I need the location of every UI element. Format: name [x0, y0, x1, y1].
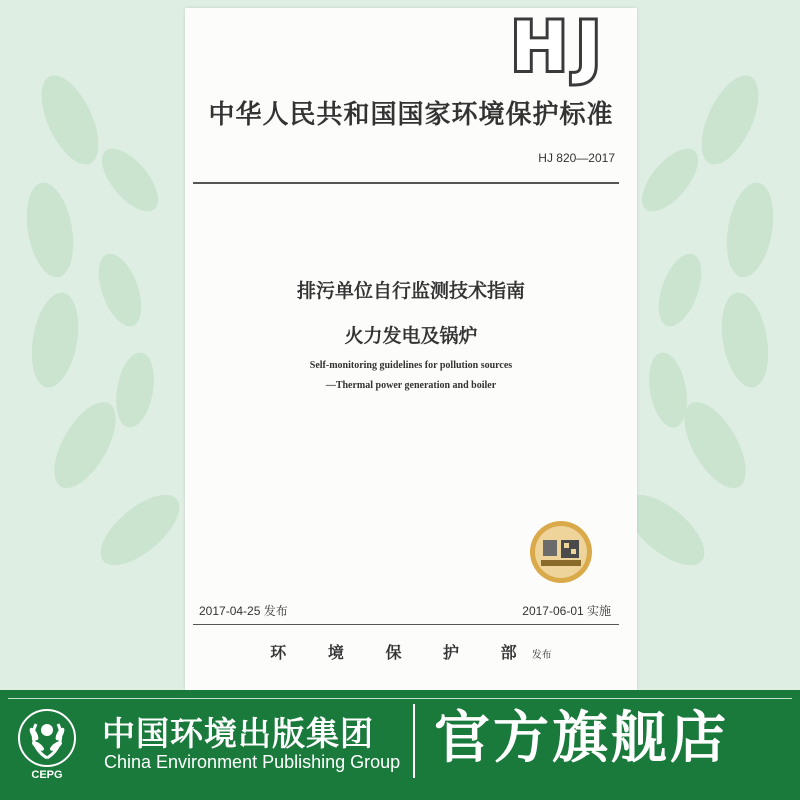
header-divider	[193, 182, 619, 184]
issuer	[185, 640, 637, 663]
implement-date: 2017-06-01 实施	[522, 604, 611, 618]
footer-divider	[193, 624, 619, 625]
book-cover	[185, 8, 637, 690]
issuer-name: 环 境 保 护 部	[270, 643, 535, 662]
cepg-logo-icon	[14, 704, 80, 780]
standard-number: HJ 820—2017	[538, 151, 615, 165]
logo-text: CEPG	[31, 769, 63, 780]
series-mark: HJ	[510, 8, 609, 87]
issuer-suffix: 发布	[531, 650, 552, 661]
title-cn-line1: 排污单位自行监测技术指南	[296, 280, 525, 302]
title-en-line1: Self-monitoring guidelines for pollution sources	[309, 360, 513, 371]
anti-counterfeit-seal-icon	[529, 520, 593, 584]
banner-divider	[413, 704, 415, 778]
publisher-name-cn: 中国环境出版集团	[102, 714, 374, 753]
title-en-line2: —Thermal power generation and boiler	[325, 380, 497, 391]
standard-name: 中华人民共和国国家环境保护标准	[208, 100, 614, 130]
publish-date: 2017-04-25 发布	[199, 604, 288, 618]
title-cn-line2: 火力发电及锅炉	[344, 325, 478, 347]
store-label: 官方旗舰店	[434, 706, 729, 771]
publisher-name-en: China Environment Publishing Group	[104, 752, 401, 772]
publisher-banner	[0, 690, 800, 800]
